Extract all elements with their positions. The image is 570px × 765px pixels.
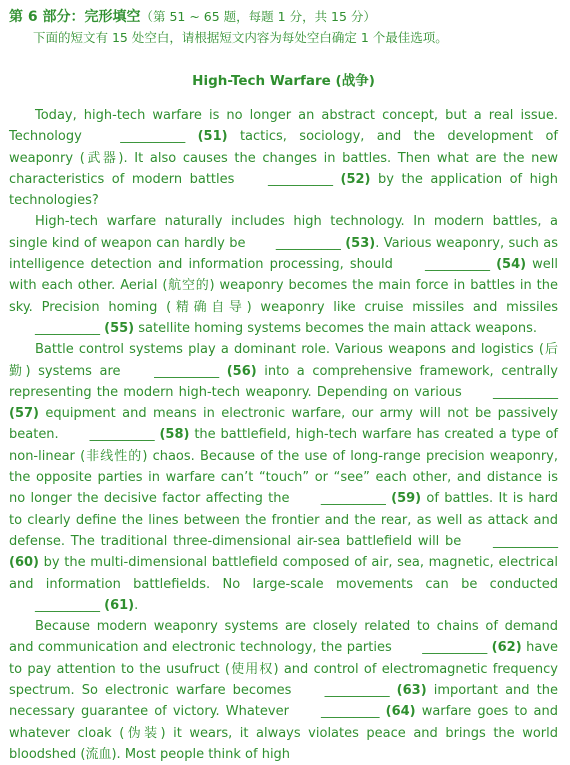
passage-text: . Various weaponry, such as intelligence detection and information processing, should — [9, 235, 558, 273]
answer-blank[interactable]: __________ — [425, 257, 490, 273]
blank-number: (56) — [226, 363, 257, 379]
passage-text: High-tech warfare naturally includes high technology. In modern battles, a single kind of weapon can hardly be — [9, 214, 558, 251]
answer-blank[interactable]: __________ — [89, 427, 155, 443]
blank-number: (54) — [496, 257, 527, 273]
passage-text: tactics, sociology, and the development of weaponry (武器). It also causes the changes in battles. Then what are the new characteristics of modern battles — [9, 129, 558, 187]
blank-number: (59) — [391, 491, 422, 507]
answer-blank[interactable]: __________ — [493, 533, 558, 549]
passage-text: satellite homing systems becomes the main attack weapons. — [134, 320, 538, 336]
answer-blank[interactable]: __________ — [320, 491, 386, 507]
passage-paragraph — [9, 105, 558, 211]
answer-blank[interactable]: __________ — [275, 235, 341, 251]
blank-number: (62) — [491, 640, 522, 656]
answer-blank[interactable]: __________ — [267, 171, 333, 187]
passage-text: well with each other. Aerial (航空的) weaponry becomes the main force in battles in the sky. Precision homing (精确自导) weaponry like cruise missiles and missiles — [9, 257, 558, 315]
blank-number: (55) — [104, 320, 135, 336]
passage-title: High-Tech Warfare (战争) — [192, 73, 375, 89]
blank-number: (63) — [396, 683, 427, 699]
passage-text: of battles. It is hard to clearly define the lines between the frontier and the rear, as well as attack and defense. The traditional three-dimensional air-sea battlefield will be — [9, 491, 558, 549]
passage-text: by the multi-dimensional battlefield composed of air, sea, magnetic, electrical and information battlefields. No large-scale movements can be conducted — [9, 555, 558, 592]
blank-number: (53) — [345, 235, 376, 251]
answer-blank[interactable]: _________ — [321, 704, 380, 720]
blank-number: (58) — [159, 427, 190, 443]
passage-text: the battlefield, high-tech warfare has created a type of non-linear (非线性的) chaos. Because of the use of long-range precision weaponry, the opposite parties in warfare can’t “touch” or “see” each other, and distance is no longer the decisive factor affecting the — [9, 427, 559, 507]
answer-blank[interactable]: __________ — [35, 597, 100, 613]
answer-blank[interactable]: __________ — [493, 384, 558, 400]
answer-blank[interactable]: __________ — [154, 363, 220, 379]
passage-text: by the application of high technologies? — [9, 171, 559, 209]
blank-number: (61) — [104, 597, 135, 613]
passage-paragraph — [9, 211, 558, 339]
section-header — [9, 6, 558, 28]
passage-text: equipment and means in electronic warfare, our army will not be passively beaten. — [9, 406, 558, 443]
answer-blank[interactable]: __________ — [324, 683, 390, 699]
passage-paragraph — [9, 616, 558, 765]
blank-number: (60) — [9, 555, 39, 571]
blank-number: (51) — [197, 129, 228, 145]
section-range-label: （第 51 ~ 65 题，每题 1 分，共 15 分） — [140, 9, 376, 24]
answer-blank[interactable]: __________ — [35, 320, 100, 336]
blank-number: (52) — [340, 171, 371, 187]
passage-text: Today, high-tech warfare is no longer an abstract concept, but a real issue. Technology — [9, 108, 558, 145]
passage-text: have to pay attention to the usufruct (使用权) and control of electromagnetic frequency spectrum. So electronic warfare becomes — [9, 640, 559, 699]
passage-paragraph — [9, 339, 558, 616]
passage-text: important and the necessary guarantee of victory. Whatever — [9, 683, 558, 720]
passage-text: warfare goes to and whatever cloak (伪装) it wears, it always violates peace and brings the world bloodshed (流血). Most people think of high — [9, 704, 558, 762]
passage-text: . — [134, 597, 139, 613]
passage-text: Battle control systems play a dominant role. Various weapons and logistics (后勤) systems are — [9, 342, 558, 379]
passage-text: into a comprehensive framework, centrally representing the modern high-tech weaponry. Depending on various — [9, 363, 558, 400]
section-part-label: 第 6 部分：完形填空 — [9, 9, 141, 25]
passage-text: Because modern weaponry systems are closely related to chains of demand and communication and electronic technology, the parties — [9, 619, 558, 656]
answer-blank[interactable]: __________ — [422, 640, 488, 656]
passage-body — [9, 105, 558, 765]
section-instruction: 下面的短文有 15 处空白，请根据短文内容为每处空白确定 1 个最佳选项。 — [33, 30, 448, 45]
blank-number: (64) — [385, 704, 416, 720]
answer-blank[interactable]: __________ — [120, 129, 186, 145]
blank-number: (57) — [9, 406, 39, 422]
